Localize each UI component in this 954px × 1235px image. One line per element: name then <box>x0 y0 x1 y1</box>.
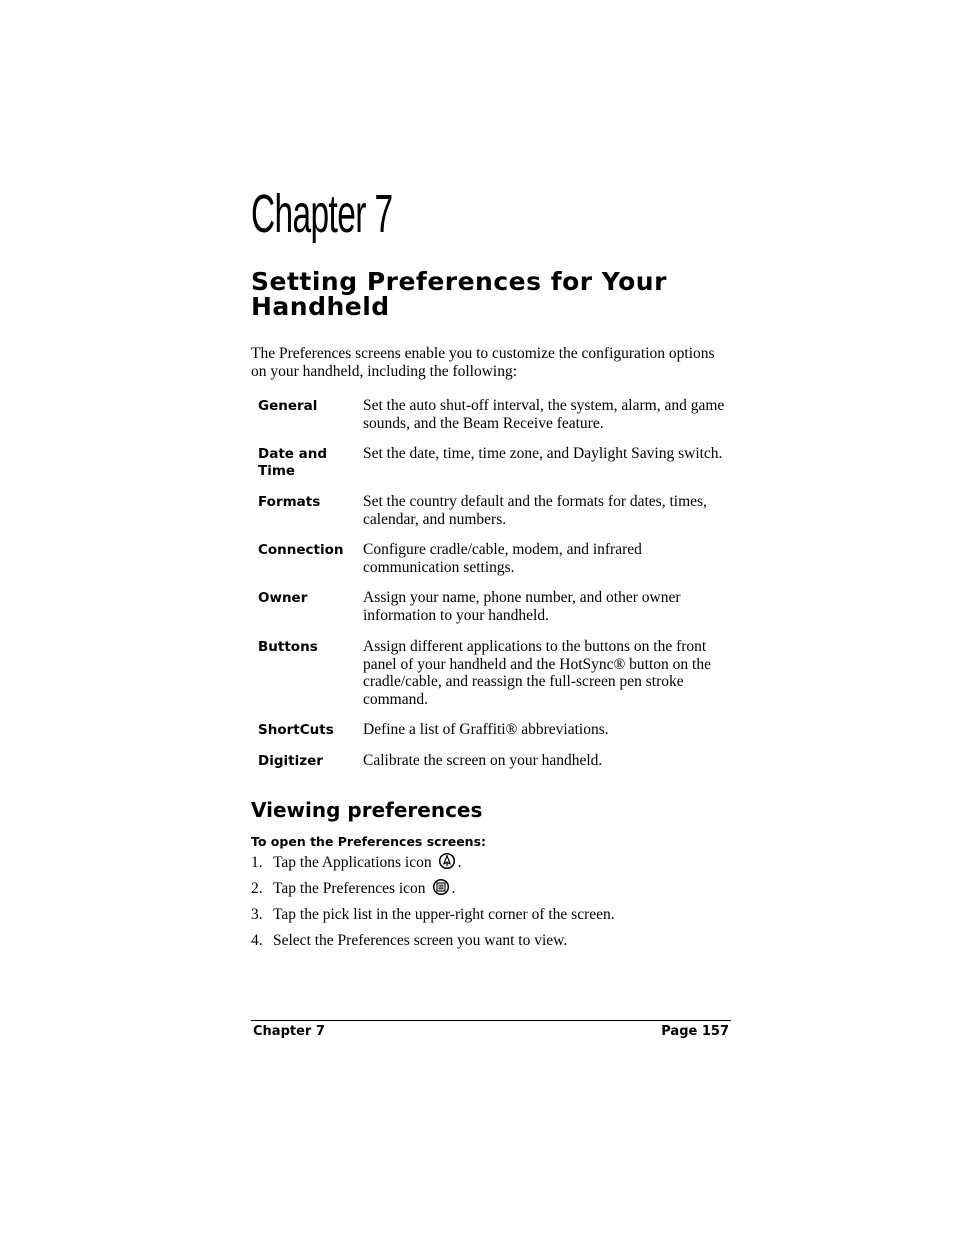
step-number: 1. <box>251 854 263 871</box>
pref-description: Set the country default and the formats for dates, times, calendar, and numbers. <box>363 493 707 528</box>
pref-description: Set the date, time, time zone, and Daylight Saving switch. <box>363 445 723 462</box>
pref-term: Connection <box>258 542 344 558</box>
pref-description: Assign your name, phone number, and other owner information to your handheld. <box>363 589 681 624</box>
step-text: Select the Preferences screen you want to view. <box>273 932 568 949</box>
pref-description: Configure cradle/cable, modem, and infrared communication settings. <box>363 541 642 576</box>
pref-description: Set the auto shut-off interval, the system, alarm, and game sounds, and the Beam Receive feature. <box>363 397 725 432</box>
pref-description: Define a list of Graffiti® abbreviations. <box>363 721 609 738</box>
pref-term: Buttons <box>258 639 318 655</box>
pref-term: Owner <box>258 590 308 606</box>
step-number: 3. <box>251 906 263 923</box>
section-heading: Viewing preferences <box>251 798 483 822</box>
step-number: 2. <box>251 880 263 897</box>
footer-chapter: Chapter 7 <box>253 1024 325 1039</box>
pref-description: Calibrate the screen on your handheld. <box>363 752 603 769</box>
step-text: Tap the Preferences icon <box>273 880 426 897</box>
preferences-list <box>258 397 738 776</box>
pref-row-connection <box>258 541 738 589</box>
pref-row-shortcuts <box>258 721 738 752</box>
step-3 <box>251 905 615 925</box>
procedure-label: To open the Preferences screens: <box>251 834 487 849</box>
step-1 <box>251 852 462 876</box>
pref-row-digitizer <box>258 752 738 776</box>
pref-row-formats <box>258 493 738 541</box>
pref-term: ShortCuts <box>258 722 334 738</box>
pref-row-date-and-time <box>258 445 738 493</box>
pref-row-buttons <box>258 638 738 721</box>
pref-term: General <box>258 398 318 414</box>
step-suffix: . <box>451 880 456 897</box>
chapter-title: Chapter 7 <box>251 184 393 244</box>
preferences-icon <box>432 878 450 902</box>
pref-term: Date and Time <box>258 446 328 479</box>
step-suffix: . <box>457 854 462 871</box>
step-number: 4. <box>251 932 263 949</box>
step-text: Tap the Applications icon <box>273 854 432 871</box>
footer-page-number: Page 157 <box>661 1024 729 1039</box>
pref-description: Assign different applications to the buttons on the front panel of your handheld and the HotSync® button on the cradle/cable, and reassign the full-screen pen stroke command. <box>363 638 711 708</box>
pref-term: Formats <box>258 494 321 510</box>
step-text: Tap the pick list in the upper-right corner of the screen. <box>273 906 615 923</box>
main-heading: Setting Preferences for Your Handheld <box>251 267 667 321</box>
intro-paragraph: The Preferences screens enable you to customize the configuration options on your handheld, including the following: <box>251 345 715 380</box>
applications-icon <box>438 852 456 876</box>
pref-row-owner <box>258 589 738 638</box>
pref-row-general <box>258 397 738 445</box>
pref-term: Digitizer <box>258 753 323 769</box>
footer-rule <box>251 1020 731 1021</box>
step-4 <box>251 931 567 951</box>
step-2 <box>251 878 455 902</box>
